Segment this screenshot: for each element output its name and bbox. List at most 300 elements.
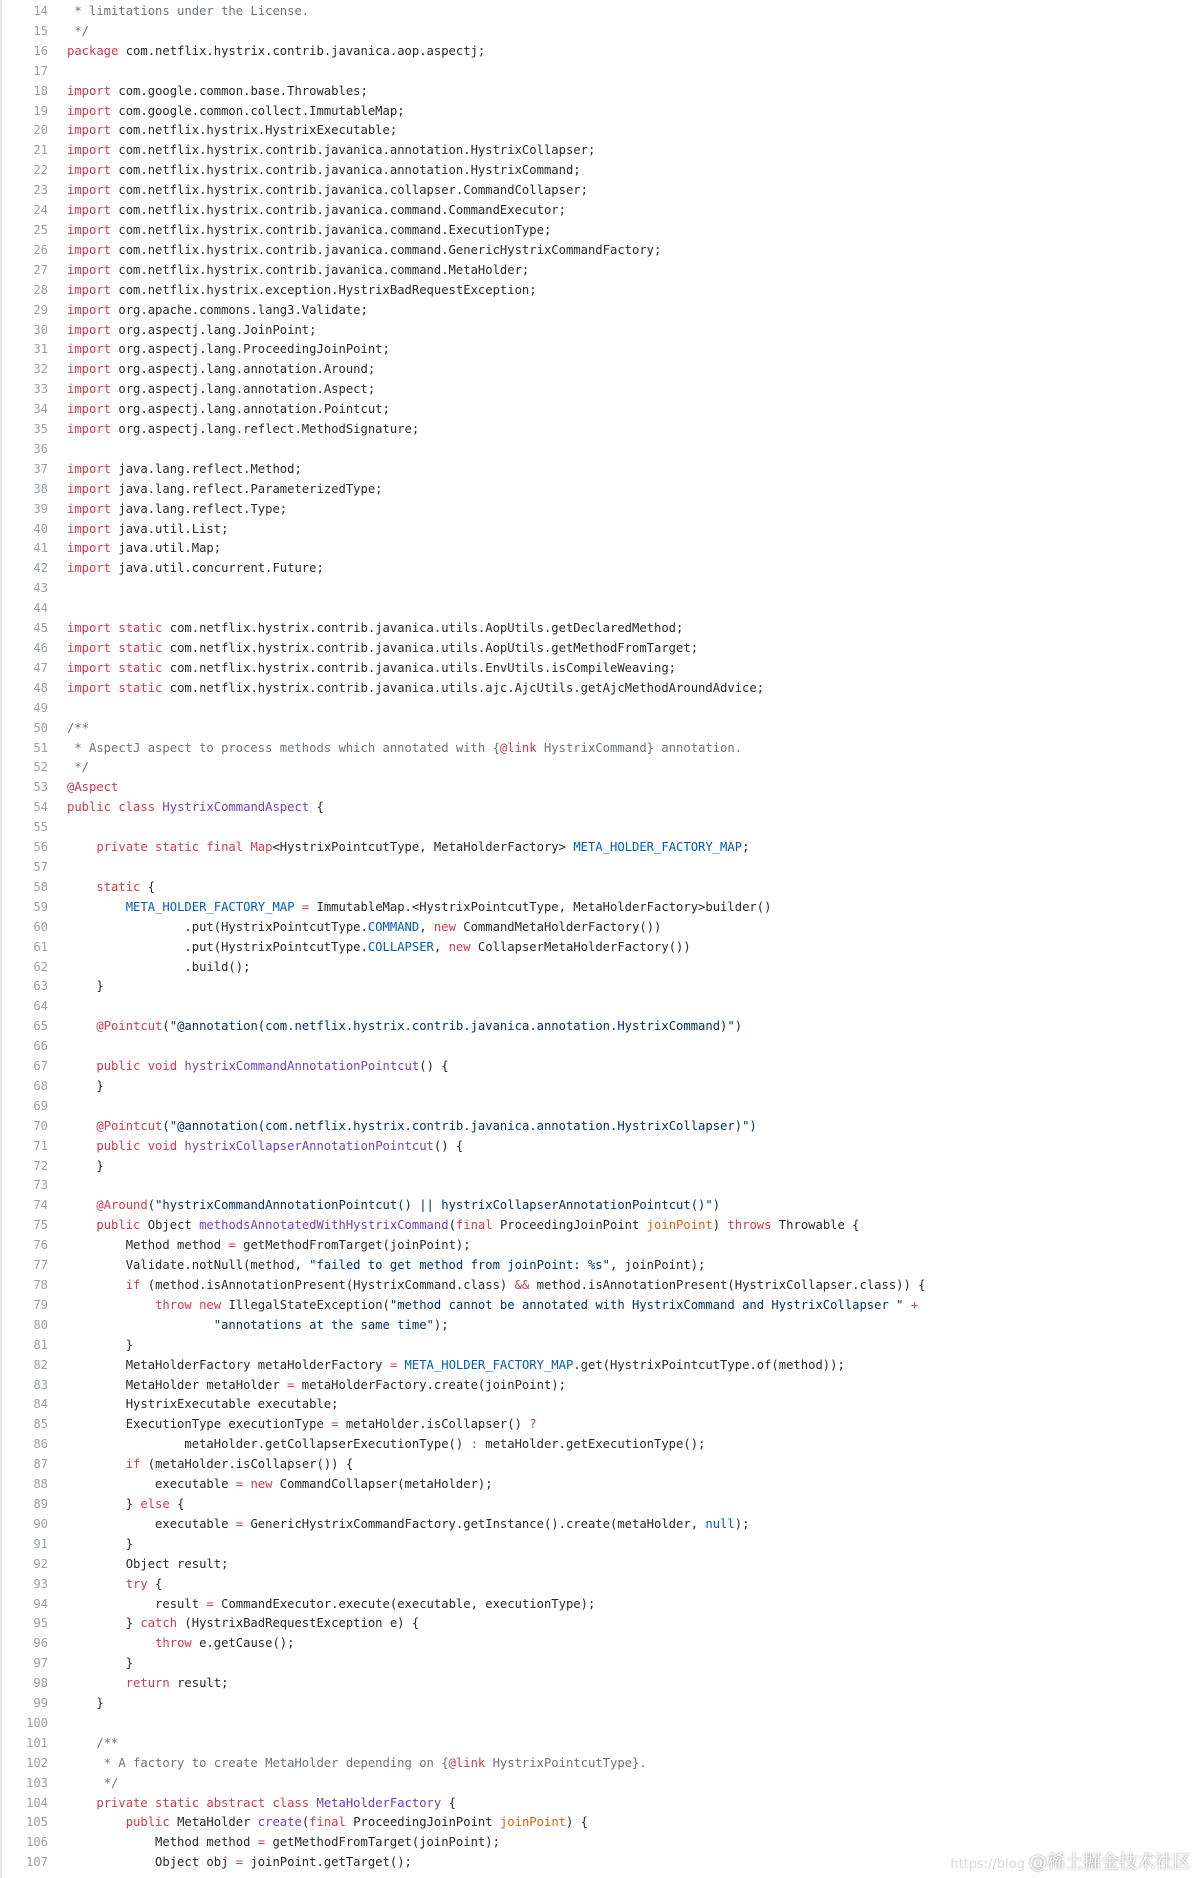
code-line <box>2 181 1197 201</box>
code-token: com.netflix.hystrix.contrib.javanica.aop.aspectj; <box>118 43 486 58</box>
code-token: { <box>309 800 324 815</box>
line-code <box>48 1575 162 1595</box>
code-token: hystrixCollapserAnnotationPointcut <box>184 1138 434 1153</box>
code-line <box>2 1575 1197 1595</box>
code-token <box>67 1577 126 1591</box>
line-number: 29 <box>33 302 48 317</box>
code-token: com.netflix.hystrix.contrib.javanica.utils.AopUtils.getDeclaredMethod; <box>162 621 684 636</box>
code-token: org.aspectj.lang.reflect.MethodSignature; <box>111 422 420 437</box>
code-token: } <box>67 1696 104 1711</box>
code-token: public void <box>96 1138 178 1153</box>
line-number: 78 <box>33 1278 48 1292</box>
code-token: executable <box>67 1516 236 1531</box>
line-code <box>48 858 67 878</box>
line-number: 79 <box>33 1297 48 1312</box>
line-code <box>48 1654 133 1674</box>
code-token: new <box>250 1477 273 1492</box>
code-token: .build(); <box>67 959 251 974</box>
line-number: 56 <box>33 840 48 855</box>
line-code <box>48 918 661 938</box>
line-number: 52 <box>33 760 48 775</box>
line-code <box>48 1017 742 1037</box>
code-token: import static <box>67 680 163 695</box>
line-number: 39 <box>33 501 48 516</box>
code-token: COLLAPSER <box>367 939 434 954</box>
line-number: 66 <box>33 1039 48 1054</box>
code-token: .put(HystrixPointcutType. <box>67 919 368 934</box>
code-line <box>2 22 1197 42</box>
line-number: 53 <box>33 780 48 795</box>
code-token: "failed to get method from joinPoint: %s" <box>309 1258 610 1273</box>
code-token <box>67 1139 96 1153</box>
code-token: com.netflix.hystrix.contrib.javanica.collapser.CommandCollapser; <box>111 183 588 198</box>
line-number: 24 <box>33 203 48 218</box>
code-token: = <box>287 1377 295 1392</box>
line-number: 77 <box>33 1258 48 1273</box>
line-code <box>48 1157 104 1177</box>
code-token: new <box>448 939 471 954</box>
code-token <box>67 1278 126 1292</box>
code-token: com.netflix.hystrix.HystrixExecutable; <box>111 123 398 138</box>
line-number: 98 <box>33 1676 48 1691</box>
code-line <box>2 1415 1197 1435</box>
code-token: import <box>67 561 112 576</box>
code-line <box>2 997 1197 1017</box>
code-token: Object result; <box>67 1556 229 1571</box>
code-token: */ <box>67 760 90 775</box>
code-token: .get(HystrixPointcutType.of(method)); <box>573 1357 845 1372</box>
code-line <box>2 1515 1197 1535</box>
line-number: 32 <box>33 362 48 377</box>
code-token <box>67 880 96 894</box>
code-token: } <box>67 1158 104 1173</box>
code-token: com.netflix.hystrix.contrib.javanica.command.ExecutionType; <box>111 222 552 237</box>
line-code <box>48 1117 757 1137</box>
code-line <box>2 739 1197 759</box>
code-line <box>2 1674 1197 1694</box>
line-code <box>48 1316 449 1336</box>
line-number: 82 <box>33 1357 48 1372</box>
line-number: 90 <box>33 1516 48 1531</box>
line-code <box>48 1833 500 1853</box>
code-line <box>2 1455 1197 1475</box>
line-code <box>48 1555 228 1575</box>
code-line <box>2 659 1197 679</box>
line-number: 70 <box>33 1118 48 1133</box>
line-number: 84 <box>33 1397 48 1412</box>
code-token <box>67 1676 126 1690</box>
line-code <box>48 1435 705 1455</box>
code-token: import <box>67 402 112 417</box>
code-token: throw <box>155 1636 192 1651</box>
code-line <box>2 858 1197 878</box>
line-number: 92 <box>33 1556 48 1571</box>
line-code <box>48 1077 104 1097</box>
line-number: 20 <box>33 123 48 138</box>
line-number: 69 <box>33 1098 48 1113</box>
line-code <box>48 141 595 161</box>
code-line <box>2 141 1197 161</box>
line-number: 106 <box>25 1835 48 1850</box>
line-code <box>48 539 221 559</box>
line-code <box>48 599 67 619</box>
code-token: public void <box>96 1059 178 1074</box>
code-line <box>2 1017 1197 1037</box>
code-token: (method.isAnnotationPresent(HystrixCommand.class) <box>140 1278 515 1292</box>
line-code <box>48 102 405 122</box>
code-token <box>67 1059 96 1073</box>
code-token: Object obj <box>67 1855 236 1870</box>
code-token: Method method <box>67 1238 229 1253</box>
code-line <box>2 241 1197 261</box>
code-token: } <box>67 1536 134 1551</box>
line-number: 15 <box>33 23 48 38</box>
code-token: (HystrixBadRequestException e) { <box>177 1616 420 1631</box>
code-line <box>2 938 1197 958</box>
code-token: getMethodFromTarget(joinPoint); <box>235 1238 471 1253</box>
line-number: 72 <box>33 1158 48 1173</box>
code-token: final <box>455 1218 493 1233</box>
line-code <box>48 201 566 221</box>
code-line <box>2 1216 1197 1236</box>
line-code <box>48 1495 184 1515</box>
code-line <box>2 161 1197 181</box>
code-token: import <box>67 242 112 257</box>
line-number: 75 <box>33 1218 48 1233</box>
code-token <box>67 1457 126 1471</box>
code-token: null <box>705 1516 735 1531</box>
line-number: 47 <box>33 660 48 675</box>
line-code <box>48 778 118 798</box>
code-token: META_HOLDER_FACTORY_MAP <box>125 899 295 914</box>
code-token: com.netflix.hystrix.contrib.javanica.annotation.HystrixCollapser; <box>111 143 596 158</box>
code-line <box>2 798 1197 818</box>
code-token: com.netflix.hystrix.contrib.javanica.utils.ajc.AjcUtils.getAjcMethodAroundAdvice; <box>162 680 765 695</box>
code-token: : <box>470 1437 478 1452</box>
line-number: 85 <box>33 1417 48 1432</box>
code-token: } <box>67 1656 134 1671</box>
code-token: * A factory to create MetaHolder depending on { <box>67 1755 449 1770</box>
code-token: import <box>67 262 112 277</box>
line-code <box>48 1714 67 1734</box>
code-token <box>67 1796 96 1810</box>
line-number: 67 <box>33 1059 48 1074</box>
line-number: 91 <box>33 1536 48 1551</box>
code-token: + <box>910 1297 919 1312</box>
line-number: 40 <box>33 521 48 536</box>
line-code <box>48 1415 537 1435</box>
code-token: Throwable { <box>771 1218 860 1233</box>
code-token: java.lang.reflect.Method; <box>111 461 302 476</box>
line-code <box>48 1276 926 1296</box>
code-token: import <box>67 461 112 476</box>
code-token: import <box>67 541 112 556</box>
line-number: 105 <box>25 1815 48 1830</box>
code-line <box>2 321 1197 341</box>
code-token: { <box>441 1795 456 1810</box>
code-token: import <box>67 123 112 138</box>
line-number: 49 <box>33 700 48 715</box>
code-token: = <box>301 899 310 914</box>
line-number: 88 <box>33 1477 48 1492</box>
line-code <box>48 1256 705 1276</box>
line-code <box>48 440 67 460</box>
code-line <box>2 878 1197 898</box>
line-code <box>48 1395 339 1415</box>
code-line <box>2 1395 1197 1415</box>
code-line <box>2 221 1197 241</box>
code-token: ? <box>529 1417 537 1432</box>
line-number: 99 <box>33 1696 48 1711</box>
code-token: import <box>67 203 112 218</box>
line-code <box>48 1475 493 1495</box>
line-code <box>48 1754 647 1774</box>
code-line <box>2 818 1197 838</box>
line-number: 21 <box>33 143 48 158</box>
line-number: 51 <box>33 740 48 755</box>
code-token: ("@annotation(com.netflix.hystrix.contrib.javanica.annotation.HystrixCollapser)") <box>162 1118 757 1133</box>
code-token: ); <box>433 1317 449 1332</box>
code-token: java.util.Map; <box>111 541 222 556</box>
code-line <box>2 918 1197 938</box>
line-code <box>48 1296 918 1316</box>
code-token: org.aspectj.lang.annotation.Around; <box>111 362 376 377</box>
line-code <box>48 977 104 997</box>
code-line <box>2 460 1197 480</box>
code-line <box>2 281 1197 301</box>
code-token: ProceedingJoinPoint <box>492 1218 647 1233</box>
code-token: @Around <box>96 1198 148 1213</box>
code-line <box>2 1614 1197 1634</box>
code-line <box>2 1137 1197 1157</box>
code-token: package <box>67 43 119 58</box>
code-token <box>67 1019 96 1033</box>
code-line <box>2 838 1197 858</box>
line-code <box>48 1037 67 1057</box>
line-number: 96 <box>33 1636 48 1651</box>
code-token: e.getCause(); <box>191 1636 295 1651</box>
line-number: 55 <box>33 820 48 835</box>
code-token: public class <box>67 800 156 815</box>
line-number: 42 <box>33 561 48 576</box>
code-line <box>2 340 1197 360</box>
code-token: metaHolder.isCollapser() <box>338 1417 530 1432</box>
line-number: 43 <box>33 581 48 596</box>
line-number: 61 <box>33 939 48 954</box>
code-token: import <box>67 302 112 317</box>
line-number: 23 <box>33 183 48 198</box>
code-token: result; <box>169 1676 229 1691</box>
line-number: 27 <box>33 262 48 277</box>
code-token: HystrixExecutable executable; <box>67 1397 339 1412</box>
code-line <box>2 1117 1197 1137</box>
code-token: com.netflix.hystrix.contrib.javanica.utils.AopUtils.getMethodFromTarget; <box>162 641 699 655</box>
line-number: 73 <box>33 1178 48 1193</box>
code-token: ; <box>742 840 750 855</box>
line-code <box>48 997 67 1017</box>
code-token: COMMAND <box>367 919 420 934</box>
code-line <box>2 599 1197 619</box>
line-number: 25 <box>33 222 48 237</box>
line-number: 97 <box>33 1656 48 1671</box>
line-code <box>48 181 588 201</box>
code-token: MetaHolderFactory metaHolderFactory <box>67 1357 390 1372</box>
code-token: throws <box>727 1218 772 1233</box>
code-token: com.netflix.hystrix.contrib.javanica.utils.EnvUtils.isCompileWeaving; <box>162 660 677 675</box>
line-code <box>48 1853 412 1873</box>
code-token: Validate.notNull(method, <box>67 1258 310 1273</box>
line-number: 14 <box>33 4 48 18</box>
code-token: metaHolderFactory.create(joinPoint); <box>294 1377 566 1392</box>
line-code <box>48 1614 419 1634</box>
code-line <box>2 82 1197 102</box>
code-token: /** <box>67 720 90 735</box>
line-number: 64 <box>33 999 48 1014</box>
code-token: new <box>433 919 456 934</box>
code-token: && <box>514 1278 530 1292</box>
code-line <box>2 42 1197 62</box>
code-line <box>2 2 1197 22</box>
code-line <box>2 619 1197 639</box>
code-line <box>2 1236 1197 1256</box>
code-token: IllegalStateException( <box>221 1297 390 1312</box>
code-token: java.lang.reflect.Type; <box>111 501 288 516</box>
line-code <box>48 559 324 579</box>
line-code <box>48 1356 845 1376</box>
code-line <box>2 261 1197 281</box>
code-token: metaHolder.getExecutionType(); <box>477 1437 706 1452</box>
code-line <box>2 559 1197 579</box>
code-token: static <box>96 879 141 894</box>
code-token <box>67 840 96 854</box>
code-line <box>2 1813 1197 1833</box>
code-line <box>2 1176 1197 1196</box>
line-number: 35 <box>33 422 48 437</box>
code-token: ImmutableMap.<HystrixPointcutType, MetaHolderFactory>builder() <box>309 899 772 914</box>
code-token: try <box>125 1576 148 1591</box>
code-token: import <box>67 501 112 516</box>
code-token: ProceedingJoinPoint <box>345 1815 500 1830</box>
line-code <box>48 818 67 838</box>
code-token: , <box>419 919 434 934</box>
code-token: methodsAnnotatedWithHystrixCommand <box>199 1218 449 1233</box>
code-token: = <box>206 1596 214 1611</box>
code-token: = <box>228 1238 236 1253</box>
code-token: java.util.List; <box>111 521 229 536</box>
line-code <box>48 1336 133 1356</box>
line-code <box>48 1196 720 1216</box>
line-code <box>48 420 419 440</box>
line-number: 68 <box>33 1078 48 1093</box>
code-line <box>2 1495 1197 1515</box>
code-token: Map <box>250 840 273 855</box>
code-line <box>2 1654 1197 1674</box>
code-token: public <box>125 1815 170 1830</box>
line-code <box>48 42 485 62</box>
line-code <box>48 520 228 540</box>
code-token: joinPoint.getTarget(); <box>243 1855 412 1870</box>
watermark-url: https://blog <box>950 1857 1025 1872</box>
code-token: create <box>257 1815 302 1830</box>
line-code <box>48 1734 118 1754</box>
code-line <box>2 62 1197 82</box>
code-line <box>2 360 1197 380</box>
line-code <box>48 1376 566 1396</box>
line-number: 76 <box>33 1238 48 1253</box>
code-token: com.google.common.collect.ImmutableMap; <box>111 103 405 118</box>
code-line <box>2 1475 1197 1495</box>
line-number: 41 <box>33 541 48 556</box>
code-line <box>2 400 1197 420</box>
code-token: = <box>235 1516 244 1531</box>
line-code <box>48 798 324 818</box>
code-listing <box>2 2 1197 1873</box>
code-token: CommandCollapser(metaHolder); <box>272 1477 493 1492</box>
code-line <box>2 1634 1197 1654</box>
code-token: com.netflix.hystrix.contrib.javanica.annotation.HystrixCommand; <box>111 163 581 178</box>
code-token: import <box>67 103 112 118</box>
code-token: () { <box>433 1138 464 1153</box>
line-code <box>48 321 316 341</box>
line-code <box>48 1794 456 1814</box>
line-code <box>48 2 309 22</box>
line-number: 26 <box>33 242 48 257</box>
code-token: return <box>125 1676 170 1691</box>
code-line <box>2 758 1197 778</box>
code-token: ); <box>734 1516 750 1531</box>
line-code <box>48 480 383 500</box>
line-number: 71 <box>33 1138 48 1153</box>
code-token: import <box>67 143 112 158</box>
code-token: MetaHolder metaHolder <box>67 1377 288 1392</box>
code-token: import <box>67 163 112 178</box>
code-token <box>67 1318 214 1332</box>
code-token: <HystrixPointcutType, MetaHolderFactory> <box>272 840 574 855</box>
code-line <box>2 1276 1197 1296</box>
line-code <box>48 1595 595 1615</box>
code-token: java.lang.reflect.ParameterizedType; <box>111 481 383 496</box>
code-token: import <box>67 282 112 297</box>
code-token: } <box>67 979 104 994</box>
code-token: CommandMetaHolderFactory()) <box>455 919 662 934</box>
code-token <box>67 1298 155 1312</box>
code-token: @link <box>499 740 537 755</box>
code-line <box>2 1714 1197 1734</box>
line-number: 18 <box>33 83 48 98</box>
code-token: org.aspectj.lang.ProceedingJoinPoint; <box>111 342 390 357</box>
line-code <box>48 22 89 42</box>
line-number: 103 <box>25 1775 48 1790</box>
code-line <box>2 1316 1197 1336</box>
line-number: 101 <box>25 1735 48 1750</box>
line-number: 81 <box>33 1337 48 1352</box>
code-token: META_HOLDER_FACTORY_MAP <box>573 840 743 855</box>
code-token: ) { <box>566 1815 589 1830</box>
line-number: 63 <box>33 979 48 994</box>
code-line <box>2 1754 1197 1774</box>
code-token <box>309 1796 316 1810</box>
code-line <box>2 420 1197 440</box>
code-token: final <box>309 1815 346 1830</box>
code-line <box>2 1196 1197 1216</box>
code-token: HystrixPointcutType}. <box>485 1755 647 1770</box>
line-code <box>48 878 155 898</box>
code-token: import static <box>67 660 163 675</box>
line-code <box>48 758 89 778</box>
code-token: com.google.common.base.Throwables; <box>111 83 368 98</box>
line-number: 93 <box>33 1576 48 1591</box>
code-line <box>2 440 1197 460</box>
